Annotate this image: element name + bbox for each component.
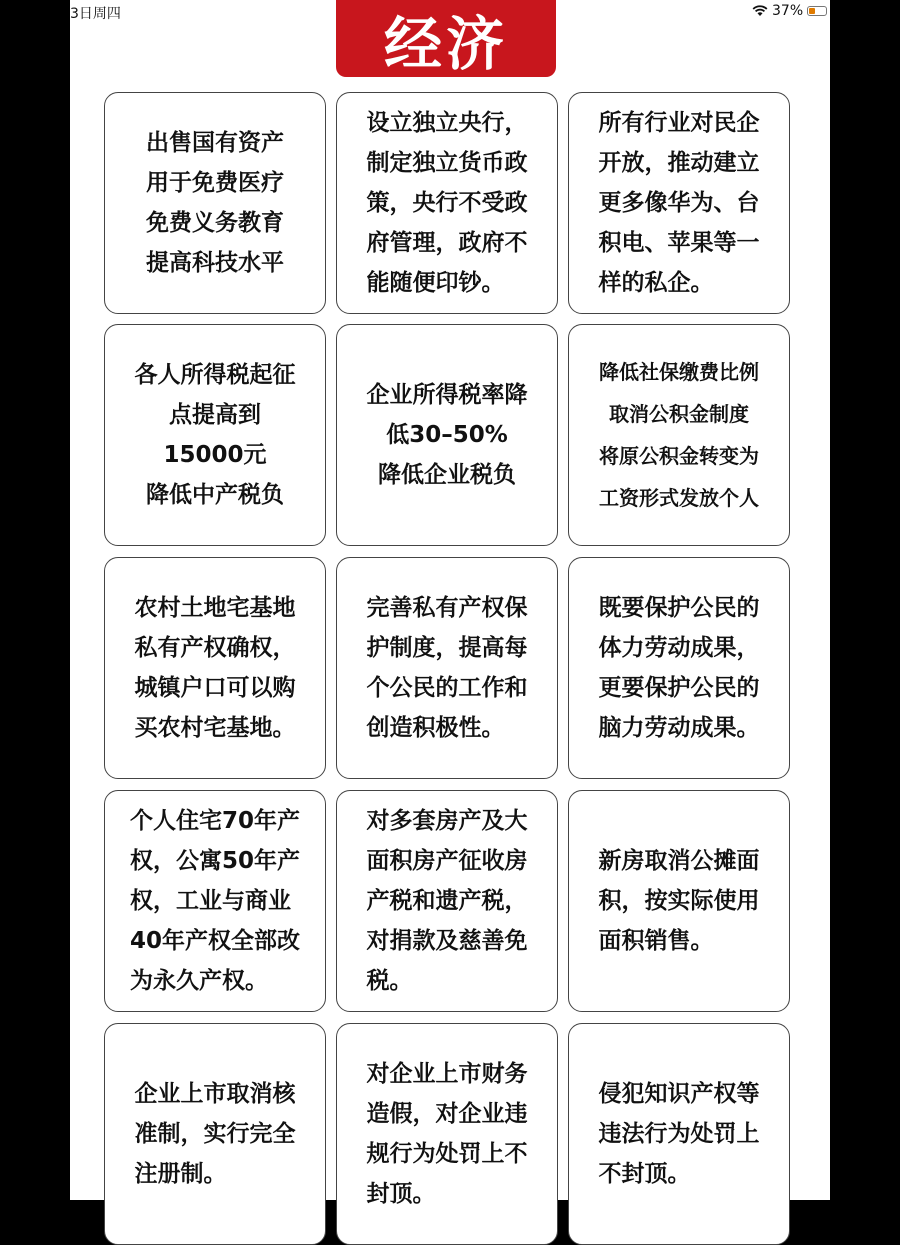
status-right-group bbox=[752, 3, 827, 19]
policy-card bbox=[336, 790, 558, 1012]
policy-card-text: 降低社保缴费比例 取消公积金制度 将原公积金转变为 工资形式发放个人 bbox=[599, 360, 759, 510]
policy-card bbox=[336, 557, 558, 779]
status-date: 3日周四 bbox=[70, 6, 121, 22]
policy-card bbox=[568, 557, 790, 779]
policy-card-text: 出售国有资产 用于免费医疗 免费义务教育 提高科技水平 bbox=[146, 130, 284, 276]
policy-card bbox=[104, 92, 326, 314]
wifi-icon bbox=[752, 5, 768, 17]
policy-card-text: 企业所得税率降 低30–50% 降低企业税负 bbox=[366, 382, 528, 488]
policy-card-text: 对企业上市财务 造假，对企业违 规行为处罚上不 封顶。 bbox=[366, 1061, 528, 1207]
policy-card bbox=[336, 1023, 558, 1245]
battery-percent: 37% bbox=[772, 3, 804, 19]
policy-card bbox=[104, 1023, 326, 1245]
policy-card-text: 企业上市取消核 准制，实行完全 注册制。 bbox=[134, 1081, 296, 1187]
policy-card-text: 设立独立央行， 制定独立货币政 策，央行不受政 府管理，政府不 能随便印钞。 bbox=[366, 110, 528, 296]
policy-card bbox=[336, 324, 558, 546]
policy-card-text: 侵犯知识产权等 违法行为处罚上 不封顶。 bbox=[598, 1081, 760, 1187]
policy-card bbox=[104, 790, 326, 1012]
policy-card-text: 对多套房产及大 面积房产征收房 产税和遗产税， 对捐款及慈善免 税。 bbox=[366, 808, 528, 994]
policy-card bbox=[104, 324, 326, 546]
policy-card-text: 个人住宅70年产 权，公寓50年产 权，工业与商业 40年产权全部改 为永久产权。 bbox=[129, 808, 300, 994]
policy-card-text: 新房取消公摊面 积，按实际使用 面积销售。 bbox=[598, 848, 760, 954]
page-title: 经济 bbox=[383, 9, 508, 78]
policy-card bbox=[336, 92, 558, 314]
policy-card bbox=[568, 1023, 790, 1245]
policy-card-text: 所有行业对民企 开放，推动建立 更多像华为、台 积电、苹果等一 样的私企。 bbox=[598, 110, 760, 296]
policy-card bbox=[104, 557, 326, 779]
battery-level-fill bbox=[809, 8, 815, 14]
battery-icon bbox=[807, 6, 827, 16]
title-banner bbox=[336, 0, 556, 77]
policy-card-text: 既要保护公民的 体力劳动成果， 更要保护公民的 脑力劳动成果。 bbox=[598, 595, 760, 741]
policy-card bbox=[568, 92, 790, 314]
policy-card bbox=[568, 324, 790, 546]
policy-card-text: 各人所得税起征 点提高到 15000元 降低中产税负 bbox=[134, 362, 296, 508]
policy-card-text: 完善私有产权保 护制度，提高每 个公民的工作和 创造积极性。 bbox=[366, 595, 528, 741]
policy-card bbox=[568, 790, 790, 1012]
policy-card-text: 农村土地宅基地 私有产权确权， 城镇户口可以购 买农村宅基地。 bbox=[134, 595, 296, 741]
